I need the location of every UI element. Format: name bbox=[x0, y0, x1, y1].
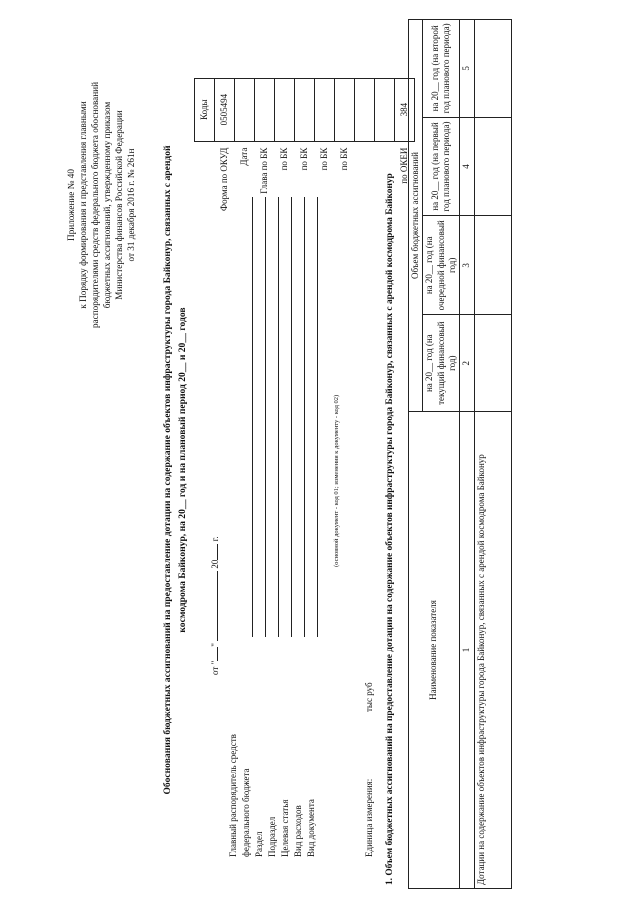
group-header: Объем бюджетных ассигнований bbox=[409, 20, 423, 412]
field-label: федерального бюджета bbox=[241, 768, 251, 857]
row-label: Дотации на содержание объектов инфраструктуры города Байконур, связанных с арендой космодрома Байконур bbox=[475, 412, 512, 889]
codes-header: Коды bbox=[195, 78, 215, 141]
appendix-line: Приложение № 40 bbox=[66, 169, 76, 241]
codes-table bbox=[194, 78, 415, 215]
code-value bbox=[235, 78, 255, 141]
field-label: Раздел bbox=[254, 831, 264, 857]
col-name-header: Наименование показателя bbox=[409, 412, 460, 889]
year-suffix: г. bbox=[210, 536, 220, 542]
table-cell bbox=[475, 216, 512, 315]
title-line-2: космодрома Байконур, на 20__ год и на плановый период 20__ и 20__ годов bbox=[177, 307, 189, 633]
field-label: Подраздел bbox=[267, 816, 277, 857]
title-line-1: Обоснования бюджетных ассигнований на предоставление дотации на содержание объектов инфраструктуры города Байконур, связанных с арендой bbox=[162, 145, 173, 795]
year-col-header: на 20__ год (на очередной финансовый год) bbox=[423, 216, 460, 315]
col-number: 2 bbox=[460, 315, 475, 412]
code-label bbox=[355, 141, 375, 215]
col-number: 4 bbox=[460, 117, 475, 216]
field-underline bbox=[317, 197, 318, 637]
document-type-hint: (основной документ - код 01; изменения к документу - код 02) bbox=[333, 394, 340, 567]
field-underline bbox=[252, 197, 253, 637]
col-number: 3 bbox=[460, 216, 475, 315]
field-label: Вид документа bbox=[306, 799, 316, 857]
units-value: тыс руб bbox=[364, 682, 374, 712]
appendix-line: бюджетных ассигнований, утвержденному приказом bbox=[101, 101, 112, 309]
year-blank bbox=[208, 544, 218, 560]
table-cell bbox=[475, 20, 512, 118]
field-underline bbox=[265, 197, 266, 637]
code-value: 384 bbox=[395, 78, 415, 141]
field-label: Вид расходов bbox=[293, 805, 303, 857]
col-number: 5 bbox=[460, 20, 475, 118]
date-line bbox=[208, 536, 221, 675]
field-underline bbox=[304, 197, 305, 637]
code-value bbox=[255, 78, 275, 141]
code-label: по БК bbox=[278, 147, 289, 171]
appendix-header bbox=[66, 5, 138, 405]
code-label: Дата bbox=[238, 147, 249, 166]
table-cell bbox=[475, 117, 512, 216]
field-row bbox=[241, 197, 254, 857]
day-blank bbox=[208, 647, 218, 661]
document-title bbox=[160, 55, 191, 885]
appendix-line: от 31 декабря 2016 г. № 261н bbox=[125, 148, 136, 262]
fields-block bbox=[228, 197, 340, 857]
col-number: 1 bbox=[460, 412, 475, 889]
field-label: Главный распорядитель средств bbox=[228, 734, 238, 857]
section-1-title: 1. Объем бюджетных ассигнований на предоставление дотации на содержание объектов инфраструктуры города Байконур, связанных с арендой космодрома Байконур bbox=[385, 173, 395, 885]
code-label: по БК bbox=[318, 147, 329, 171]
field-row bbox=[293, 197, 306, 857]
appendix-line: Министерства финансов Российской Федерации bbox=[113, 110, 124, 300]
code-label: Глава по БК bbox=[258, 147, 269, 194]
field-row bbox=[306, 197, 319, 857]
field-row bbox=[280, 197, 293, 857]
code-label: по ОКЕИ bbox=[398, 147, 409, 184]
code-label: по БК bbox=[298, 147, 309, 171]
month-blank bbox=[208, 571, 218, 641]
field-row bbox=[267, 197, 280, 857]
code-value bbox=[335, 78, 355, 141]
table-cell bbox=[475, 315, 512, 412]
field-row bbox=[254, 197, 267, 857]
code-value bbox=[315, 78, 335, 141]
units-label: Единица измерения: bbox=[364, 778, 374, 857]
field-label: Целевая статья bbox=[280, 799, 290, 857]
date-from-label: от " bbox=[210, 660, 220, 675]
date-quote: " bbox=[210, 643, 220, 647]
code-value bbox=[275, 78, 295, 141]
appendix-line: распорядителями средств федерального бюджета обоснований bbox=[89, 81, 100, 329]
code-value bbox=[295, 78, 315, 141]
field-underline bbox=[291, 197, 292, 637]
field-underline bbox=[278, 197, 279, 637]
code-value: 0505494 bbox=[215, 78, 235, 141]
code-value bbox=[355, 78, 375, 141]
units-row bbox=[364, 682, 375, 857]
year-col-header: на 20__ год (на первый год планового периода) bbox=[423, 117, 460, 216]
year-prefix: 20 bbox=[210, 559, 220, 569]
allocations-table bbox=[408, 19, 512, 889]
year-col-header: на 20__ год (на второй год планового периода) bbox=[423, 20, 460, 118]
field-row bbox=[228, 197, 241, 857]
appendix-line: к Порядку формирования и представления главными bbox=[77, 101, 88, 309]
code-label: по БК bbox=[338, 147, 349, 171]
year-col-header: на 20__ год (на текущий финансовый год) bbox=[423, 315, 460, 412]
code-label: Форма по ОКУД bbox=[218, 147, 229, 211]
